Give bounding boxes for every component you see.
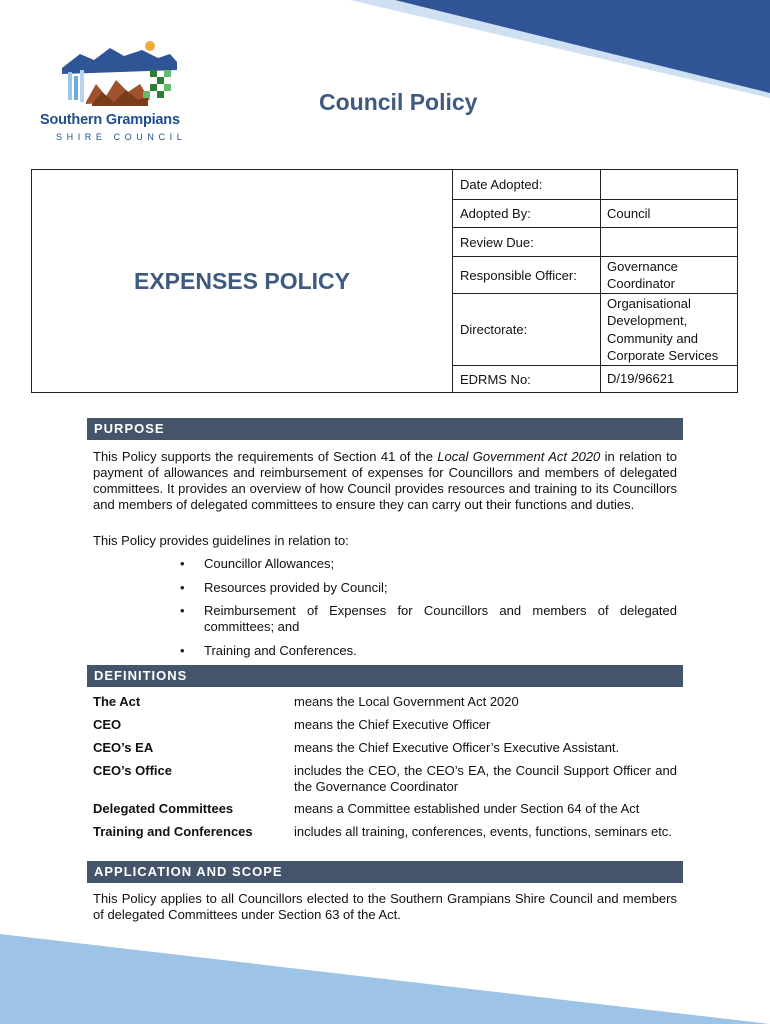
- definition-text: includes all training, conferences, events, functions, seminars etc.: [294, 824, 672, 839]
- meta-label: Review Due:: [453, 228, 601, 256]
- list-item-text: Resources provided by Council;: [204, 580, 388, 595]
- document-type-heading: Council Policy: [319, 89, 478, 115]
- meta-value: [601, 228, 737, 256]
- bullet-icon: •: [180, 603, 185, 618]
- logo-subtitle: SHIRE COUNCIL: [56, 132, 187, 142]
- application-paragraph: This Policy applies to all Councillors elected to the Southern Grampians Shire Council and members of delegated Committees under Section 63 of the Act.: [93, 891, 677, 922]
- meta-row-edrms-no: [453, 366, 737, 392]
- meta-row-directorate: [453, 294, 737, 366]
- meta-row-adopted-by: [453, 200, 737, 228]
- meta-label: Date Adopted:: [453, 170, 601, 199]
- definition-text: means the Chief Executive Officer: [294, 717, 491, 732]
- list-item-text: Reimbursement of Expenses for Councillors and members of delegated committees; and: [204, 603, 677, 634]
- section-heading-purpose: PURPOSE: [87, 418, 683, 440]
- list-item-text: Training and Conferences.: [204, 643, 357, 658]
- act-title: Local Government Act 2020: [437, 449, 601, 464]
- definition-term: The Act: [93, 694, 141, 709]
- definition-term: CEO’s EA: [93, 740, 154, 755]
- definition-text: includes the CEO, the CEO’s EA, the Council Support Officer and the Governance Coordinator: [294, 763, 677, 794]
- meta-label: EDRMS No:: [453, 366, 601, 392]
- meta-label: Directorate:: [453, 294, 601, 365]
- bullet-icon: •: [180, 643, 185, 658]
- bullet-icon: •: [180, 580, 185, 595]
- meta-value: D/19/96621: [607, 371, 675, 387]
- definition-term: CEO: [93, 717, 122, 732]
- meta-label: Responsible Officer:: [453, 257, 601, 293]
- meta-row-date-adopted: [453, 170, 737, 200]
- footer-decorative-band: [0, 920, 770, 1024]
- policy-header-table: [31, 169, 738, 393]
- section-heading-application-scope: APPLICATION AND SCOPE: [87, 861, 683, 883]
- meta-value: [601, 170, 737, 199]
- purpose-guidelines-intro: This Policy provides guidelines in relation to:: [93, 533, 349, 548]
- meta-label: Adopted By:: [453, 200, 601, 227]
- logo-name: Southern Grampians: [40, 112, 180, 128]
- definition-term: CEO’s Office: [93, 763, 172, 778]
- definition-text: means a Committee established under Section 64 of the Act: [294, 801, 640, 816]
- definition-text: means the Local Government Act 2020: [294, 694, 519, 709]
- purpose-text-start: This Policy supports the requirements of Section 41 of the: [93, 449, 438, 464]
- bullet-icon: •: [180, 556, 185, 571]
- definition-text: means the Chief Executive Officer’s Executive Assistant.: [294, 740, 620, 755]
- list-item-text: Councillor Allowances;: [204, 556, 335, 571]
- purpose-text-end: in relation to payment of allowances and reimbursement of expenses for Councillors and members of delegated committees. It provides an overview of how Council provides resources and training to its Councillors and members of delegated committees to ensure they can carry out their functions and duties.: [93, 449, 677, 512]
- meta-row-review-due: [453, 228, 737, 257]
- grampians-landscape-icon: [62, 40, 177, 112]
- meta-row-responsible-officer: [453, 257, 737, 294]
- meta-value: Council: [607, 205, 651, 221]
- section-heading-definitions: DEFINITIONS: [87, 665, 683, 687]
- council-logo: [40, 40, 190, 145]
- definition-term: Delegated Committees: [93, 801, 234, 816]
- meta-value: Organisational Development, Community and Corporate Services: [607, 295, 719, 363]
- meta-value: Governance Coordinator: [607, 258, 678, 291]
- definition-term: Training and Conferences: [93, 824, 253, 839]
- policy-title: EXPENSES POLICY: [32, 170, 453, 392]
- purpose-paragraph: [93, 449, 677, 513]
